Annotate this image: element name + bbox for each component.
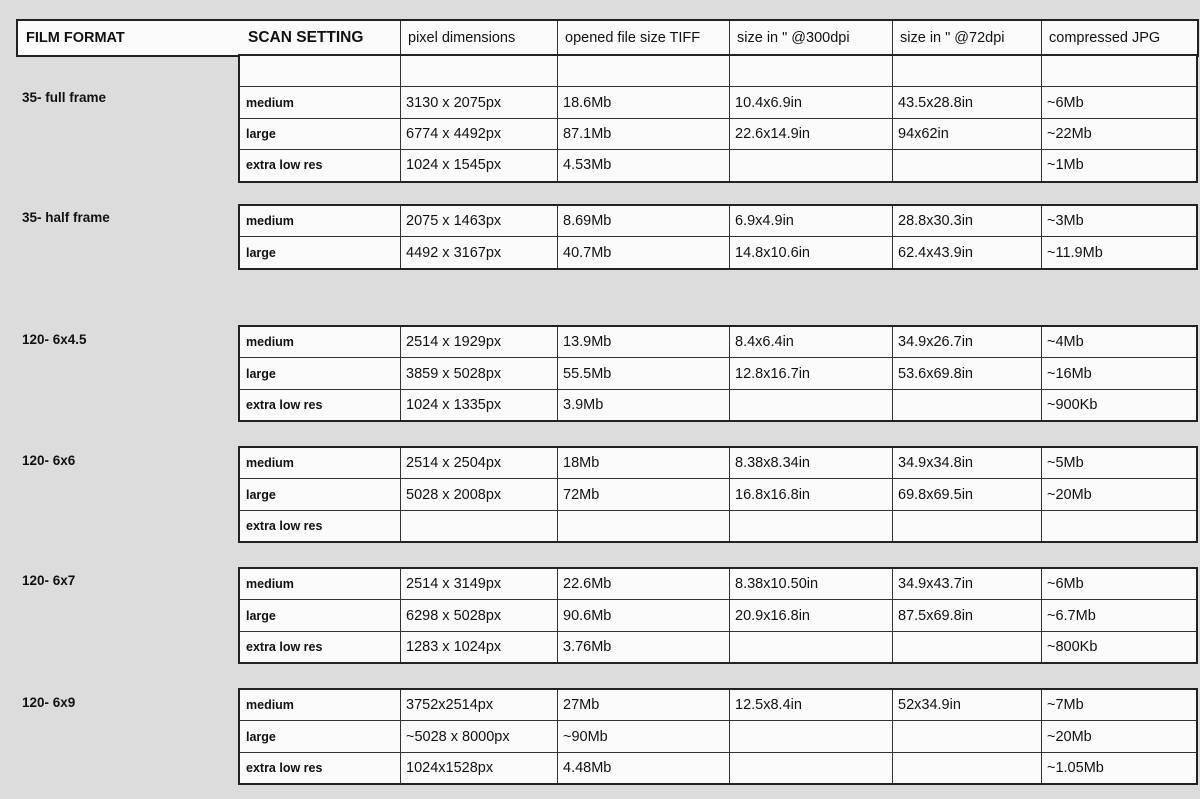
table-row xyxy=(240,357,1196,388)
scan-setting-cell: extra low res xyxy=(246,639,323,654)
table-row xyxy=(240,389,1196,420)
jpg-size-cell: ~22Mb xyxy=(1041,119,1198,149)
jpg-size-cell: ~3Mb xyxy=(1041,206,1198,236)
size-72dpi-cell: 52x34.9in xyxy=(892,690,1041,720)
jpg-size-cell: ~5Mb xyxy=(1041,448,1198,478)
scan-setting-cell: large xyxy=(246,487,276,502)
table-row xyxy=(240,236,1196,267)
tiff-size-cell: 40.7Mb xyxy=(557,237,729,267)
scan-setting-cell: medium xyxy=(246,698,294,713)
size-300dpi-cell xyxy=(729,721,892,751)
pixel-dimensions-cell: ~5028 x 8000px xyxy=(400,721,557,751)
pixel-dimensions-cell: 3752x2514px xyxy=(400,690,557,720)
tiff-size-cell: 22.6Mb xyxy=(557,569,729,599)
jpg-size-cell: ~6Mb xyxy=(1041,569,1198,599)
scan-setting-cell: extra low res xyxy=(246,158,323,173)
scan-setting-cell: medium xyxy=(246,577,294,592)
jpg-size-cell: ~900Kb xyxy=(1041,390,1198,420)
table-row xyxy=(240,478,1196,509)
scan-setting-cell: large xyxy=(246,608,276,623)
pixel-dimensions-cell: 1024x1528px xyxy=(400,753,557,783)
pixel-dimensions-cell: 2514 x 3149px xyxy=(400,569,557,599)
scan-setting-cell: extra low res xyxy=(246,760,323,775)
tiff-size-cell: 72Mb xyxy=(557,479,729,509)
size-72dpi-cell xyxy=(892,632,1041,662)
tiff-size-cell: 27Mb xyxy=(557,690,729,720)
header-pixel-dimensions: pixel dimensions xyxy=(408,30,516,46)
table-row xyxy=(240,569,1196,599)
scan-setting-cell: extra low res xyxy=(246,518,323,533)
jpg-size-cell: ~1Mb xyxy=(1041,150,1198,180)
table-row xyxy=(240,631,1196,662)
pixel-dimensions-cell: 6774 x 4492px xyxy=(400,119,557,149)
size-300dpi-cell: 10.4x6.9in xyxy=(729,87,892,117)
film-format-label: 35- full frame xyxy=(22,90,107,105)
table-header xyxy=(16,19,1199,57)
table-row xyxy=(240,510,1196,541)
size-300dpi-cell: 8.38x8.34in xyxy=(729,448,892,478)
size-300dpi-cell: 8.4x6.4in xyxy=(729,327,892,357)
tiff-size-cell: 13.9Mb xyxy=(557,327,729,357)
scan-setting-cell: large xyxy=(246,729,276,744)
size-300dpi-cell: 6.9x4.9in xyxy=(729,206,892,236)
pixel-dimensions-cell: 2075 x 1463px xyxy=(400,206,557,236)
scan-setting-cell: large xyxy=(246,366,276,381)
pixel-dimensions-cell: 3859 x 5028px xyxy=(400,358,557,388)
jpg-size-cell xyxy=(1041,511,1198,541)
format-group-table xyxy=(238,567,1198,664)
table-row xyxy=(240,86,1196,117)
jpg-size-cell: ~20Mb xyxy=(1041,721,1198,751)
size-72dpi-cell: 34.9x34.8in xyxy=(892,448,1041,478)
tiff-size-cell: 55.5Mb xyxy=(557,358,729,388)
film-format-label: 35- half frame xyxy=(22,210,110,225)
format-group-table xyxy=(238,688,1198,785)
header-size-300dpi: size in " @300dpi xyxy=(737,30,850,46)
header-compressed-jpg: compressed JPG xyxy=(1049,30,1161,46)
size-72dpi-cell: 28.8x30.3in xyxy=(892,206,1041,236)
header-tiff-size: opened file size TIFF xyxy=(565,30,701,46)
size-300dpi-cell xyxy=(729,56,892,86)
scan-setting-cell xyxy=(240,56,400,86)
tiff-size-cell xyxy=(557,56,729,86)
size-72dpi-cell: 94x62in xyxy=(892,119,1041,149)
size-72dpi-cell: 53.6x69.8in xyxy=(892,358,1041,388)
size-72dpi-cell xyxy=(892,150,1041,180)
table-row xyxy=(240,149,1196,180)
jpg-size-cell: ~7Mb xyxy=(1041,690,1198,720)
size-72dpi-cell: 43.5x28.8in xyxy=(892,87,1041,117)
scan-setting-cell: extra low res xyxy=(246,397,323,412)
pixel-dimensions-cell xyxy=(400,56,557,86)
size-72dpi-cell: 62.4x43.9in xyxy=(892,237,1041,267)
size-300dpi-cell xyxy=(729,150,892,180)
size-72dpi-cell: 69.8x69.5in xyxy=(892,479,1041,509)
tiff-size-cell: 8.69Mb xyxy=(557,206,729,236)
size-300dpi-cell: 16.8x16.8in xyxy=(729,479,892,509)
pixel-dimensions-cell: 2514 x 2504px xyxy=(400,448,557,478)
scan-setting-cell: medium xyxy=(246,95,294,110)
pixel-dimensions-cell: 3130 x 2075px xyxy=(400,87,557,117)
table-row xyxy=(240,690,1196,720)
tiff-size-cell: ~90Mb xyxy=(557,721,729,751)
table-row xyxy=(240,56,1196,86)
scan-setting-cell: medium xyxy=(246,335,294,350)
size-300dpi-cell: 22.6x14.9in xyxy=(729,119,892,149)
tiff-size-cell: 4.48Mb xyxy=(557,753,729,783)
jpg-size-cell: ~20Mb xyxy=(1041,479,1198,509)
film-format-label: 120- 6x6 xyxy=(22,453,76,468)
tiff-size-cell xyxy=(557,511,729,541)
size-72dpi-cell: 34.9x26.7in xyxy=(892,327,1041,357)
format-group-table xyxy=(238,54,1198,183)
jpg-size-cell: ~16Mb xyxy=(1041,358,1198,388)
jpg-size-cell: ~4Mb xyxy=(1041,327,1198,357)
scan-setting-cell: large xyxy=(246,126,276,141)
pixel-dimensions-cell: 1024 x 1335px xyxy=(400,390,557,420)
header-scan-setting: SCAN SETTING xyxy=(248,29,364,46)
size-72dpi-cell xyxy=(892,56,1041,86)
tiff-size-cell: 18Mb xyxy=(557,448,729,478)
tiff-size-cell: 3.9Mb xyxy=(557,390,729,420)
tiff-size-cell: 87.1Mb xyxy=(557,119,729,149)
tiff-size-cell: 3.76Mb xyxy=(557,632,729,662)
table-row xyxy=(240,118,1196,149)
pixel-dimensions-cell: 2514 x 1929px xyxy=(400,327,557,357)
size-72dpi-cell: 87.5x69.8in xyxy=(892,600,1041,630)
table-row xyxy=(240,599,1196,630)
tiff-size-cell: 4.53Mb xyxy=(557,150,729,180)
table-row xyxy=(240,720,1196,751)
size-72dpi-cell xyxy=(892,390,1041,420)
header-film-format: FILM FORMAT xyxy=(26,30,125,46)
pixel-dimensions-cell: 6298 x 5028px xyxy=(400,600,557,630)
pixel-dimensions-cell xyxy=(400,511,557,541)
scan-setting-cell: large xyxy=(246,245,276,260)
scan-setting-cell: medium xyxy=(246,456,294,471)
size-300dpi-cell xyxy=(729,390,892,420)
table-row xyxy=(240,752,1196,783)
pixel-dimensions-cell: 1283 x 1024px xyxy=(400,632,557,662)
tiff-size-cell: 90.6Mb xyxy=(557,600,729,630)
jpg-size-cell xyxy=(1041,56,1198,86)
size-300dpi-cell xyxy=(729,511,892,541)
film-format-label: 120- 6x9 xyxy=(22,695,76,710)
format-group-table xyxy=(238,446,1198,543)
size-300dpi-cell: 12.8x16.7in xyxy=(729,358,892,388)
size-300dpi-cell xyxy=(729,753,892,783)
pixel-dimensions-cell: 1024 x 1545px xyxy=(400,150,557,180)
tiff-size-cell: 18.6Mb xyxy=(557,87,729,117)
jpg-size-cell: ~1.05Mb xyxy=(1041,753,1198,783)
jpg-size-cell: ~11.9Mb xyxy=(1041,237,1198,267)
table-row xyxy=(240,327,1196,357)
size-300dpi-cell: 8.38x10.50in xyxy=(729,569,892,599)
size-72dpi-cell xyxy=(892,511,1041,541)
size-72dpi-cell: 34.9x43.7in xyxy=(892,569,1041,599)
header-size-72dpi: size in " @72dpi xyxy=(900,30,1005,46)
pixel-dimensions-cell: 4492 x 3167px xyxy=(400,237,557,267)
table-row xyxy=(240,448,1196,478)
film-format-label: 120- 6x7 xyxy=(22,573,76,588)
format-group-table xyxy=(238,204,1198,270)
size-300dpi-cell: 20.9x16.8in xyxy=(729,600,892,630)
table-row xyxy=(240,206,1196,236)
size-300dpi-cell: 12.5x8.4in xyxy=(729,690,892,720)
size-300dpi-cell xyxy=(729,632,892,662)
film-format-label: 120- 6x4.5 xyxy=(22,332,87,347)
scan-setting-cell: medium xyxy=(246,214,294,229)
size-72dpi-cell xyxy=(892,721,1041,751)
pixel-dimensions-cell: 5028 x 2008px xyxy=(400,479,557,509)
jpg-size-cell: ~6.7Mb xyxy=(1041,600,1198,630)
size-300dpi-cell: 14.8x10.6in xyxy=(729,237,892,267)
jpg-size-cell: ~800Kb xyxy=(1041,632,1198,662)
format-group-table xyxy=(238,325,1198,422)
size-72dpi-cell xyxy=(892,753,1041,783)
jpg-size-cell: ~6Mb xyxy=(1041,87,1198,117)
